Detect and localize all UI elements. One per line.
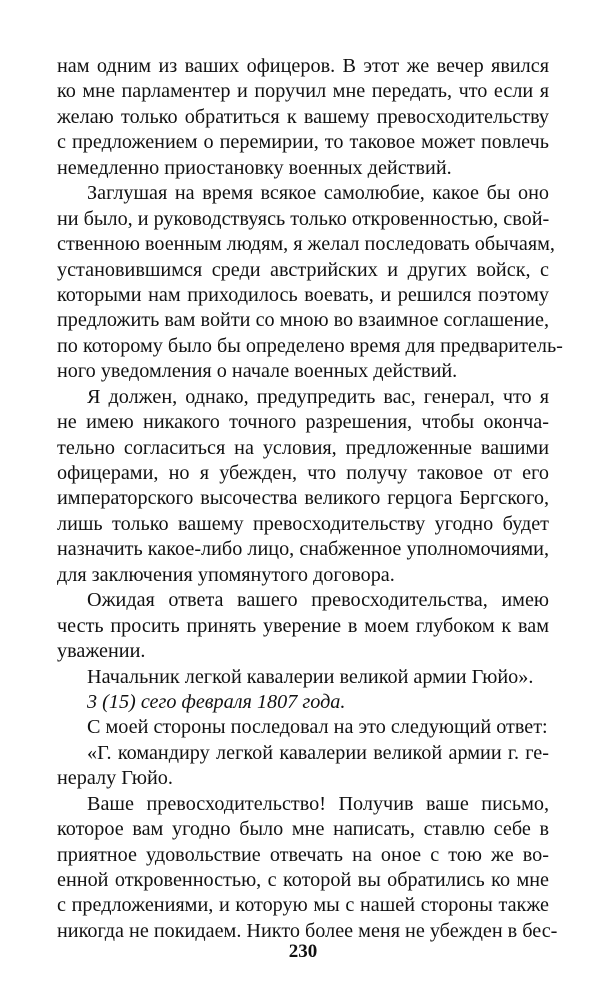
text-line: нам одним из ваших офицеров. В этот же вечер явился <box>57 55 549 77</box>
body-text <box>57 54 563 944</box>
text-line: тельно согласиться на условия, предложенные вашими <box>57 436 549 459</box>
text-line: назначить какое-либо лицо, снабженное уполномочиями, <box>57 538 549 561</box>
book-page <box>57 54 563 984</box>
text-line: немедленно приостановку военных действий. <box>57 156 452 179</box>
text-line: с предложениями, и которую мы с нашей стороны также <box>57 894 549 917</box>
text-line: ного уведомления о начале военных действий. <box>57 360 458 383</box>
text-line: С моей стороны последовал на это следующий ответ: <box>87 716 548 739</box>
text-line: не имею никакого точного разрешения, чтобы оконча- <box>57 411 549 434</box>
text-line: для заключения упомянутого договора. <box>57 563 395 586</box>
text-line: Ожидая ответа вашего превосходительства, имею <box>87 589 549 612</box>
page-number: 230 <box>288 941 318 962</box>
text-line: Заглушая на время всякое самолюбие, какое бы оно <box>87 182 549 205</box>
text-line: желаю только обратиться к вашему превосходительству <box>57 105 549 128</box>
text-line: офицерами, но я убежден, что получу таковое от его <box>57 462 549 484</box>
text-line: честь просить принять уверение в моем глубоком к вам <box>57 614 549 637</box>
text-line: Начальник легкой кавалерии великой армии Гюйо». <box>87 665 534 688</box>
text-line: по которому было бы определено время для предваритель- <box>57 334 563 357</box>
text-line: ственною военным людям, я желал последовать обычаям, <box>57 233 555 256</box>
text-line: которое вам угодно было мне написать, ставлю себе в <box>57 818 549 841</box>
text-line: 3 (15) сего февраля 1807 года. <box>87 690 346 713</box>
text-line: приятное удовольствие отвечать на оное с тою же во- <box>57 843 549 866</box>
text-line: Ваше превосходительство! Получив ваше письмо, <box>87 792 549 815</box>
text-line: уважении. <box>57 640 146 663</box>
text-line: нералу Гюйо. <box>57 767 173 790</box>
text-line: «Г. командиру легкой кавалерии великой армии г. ге- <box>87 741 549 764</box>
text-line: императорского высочества великого герцога Бергского, <box>57 487 549 510</box>
text-line: лишь только вашему превосходительству угодно будет <box>57 512 549 535</box>
text-line: никогда не покидаем. Никто более меня не убежден в бес- <box>57 919 558 942</box>
text-line: предложить вам войти со мною во взаимное соглашение, <box>57 309 549 332</box>
text-line: ко мне парламентер и поручил мне передать, что если я <box>57 80 549 103</box>
text-line: енной откровенностью, с которой вы обратились ко мне <box>57 869 549 891</box>
text-line: которыми нам приходилось воевать, и решился поэтому <box>57 283 549 306</box>
text-line: Я должен, однако, предупредить вас, генерал, что я <box>87 385 549 408</box>
text-line: ни было, и руководствуясь только откровенностью, свой- <box>57 207 550 230</box>
text-line: с предложением о перемирии, то таковое может повлечь <box>57 131 549 154</box>
text-line: установившимся среди австрийских и других войск, с <box>57 258 549 281</box>
